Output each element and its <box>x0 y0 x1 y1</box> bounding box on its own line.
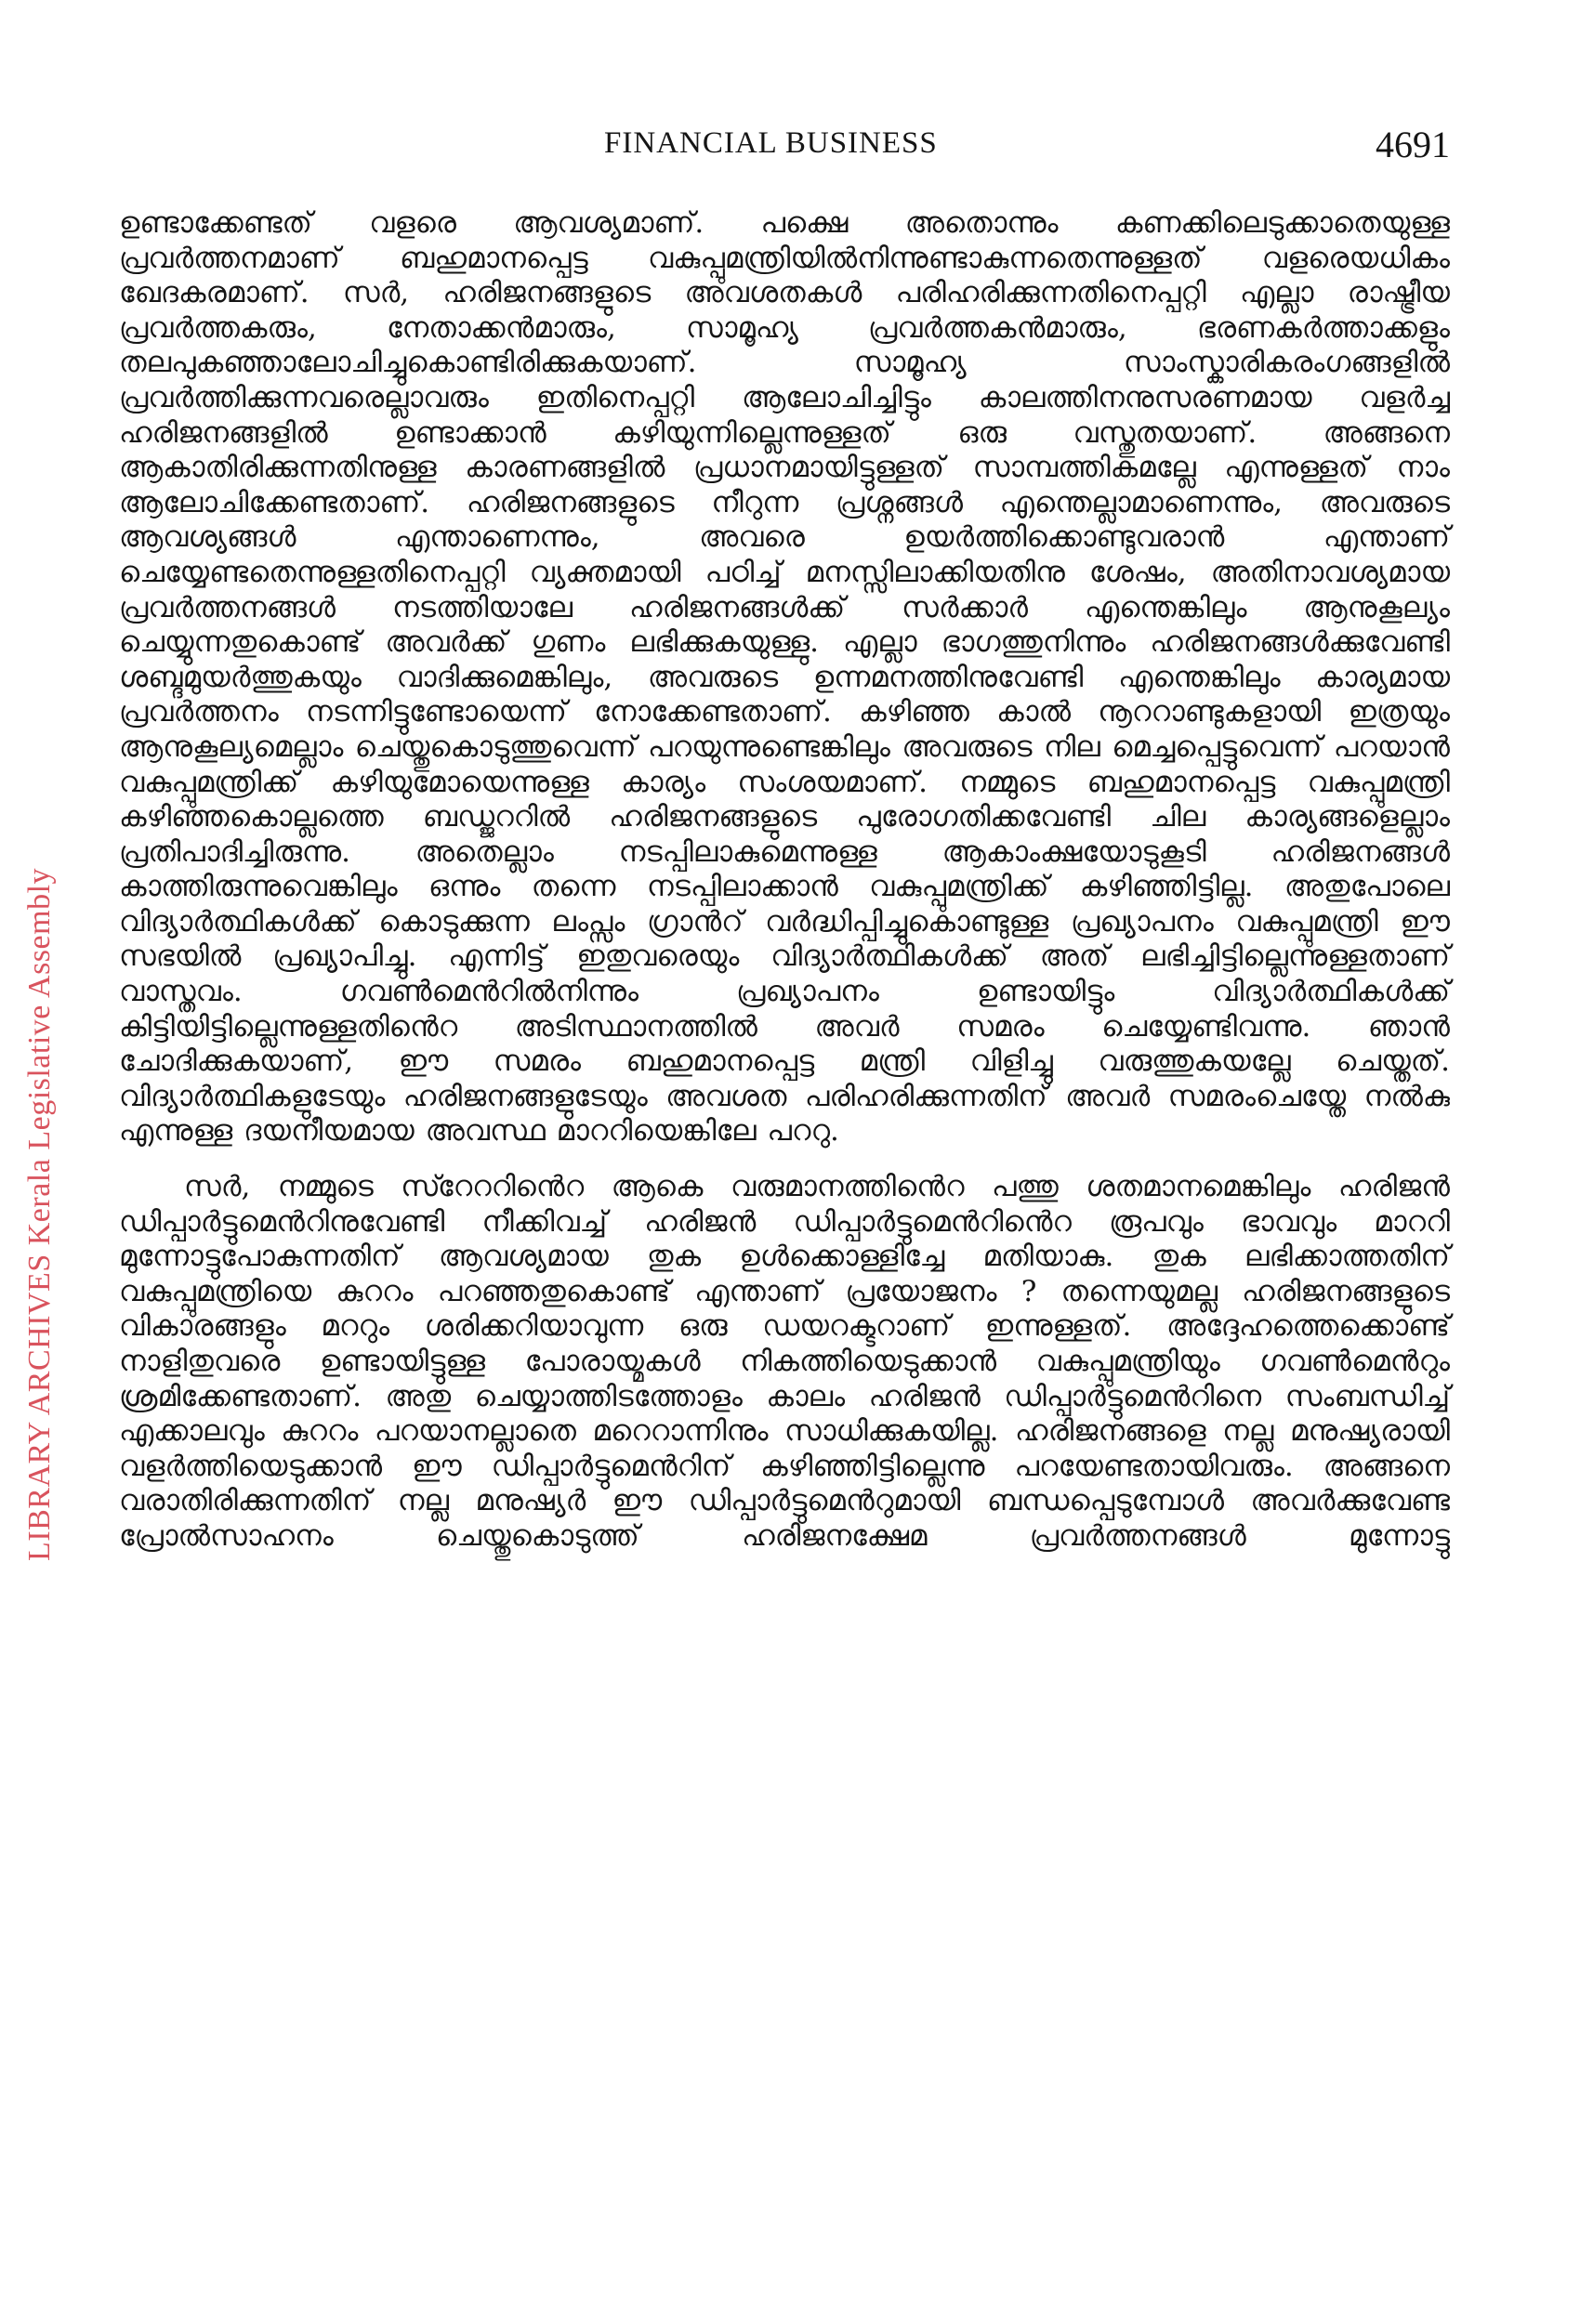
paragraph: ഉണ്ടാക്കേണ്ടത് വളരെ ആവശ്യമാണ്. പക്ഷെ അതൊന്നും കണക്കിലെടുക്കാതെയുള്ള പ്രവർത്തനമാണ് ബഹുമാനപ്പെട്ട വകുപ്പുമന്ത്രിയിൽനിന്നുണ്ടാകുന്നതെന്നുള്ളത് വളരെയധികം ഖേദകരമാണ്. സർ, ഹരിജനങ്ങളുടെ അവശതകൾ പരിഹരിക്കുന്നതിനെപ്പറ്റി എല്ലാ രാഷ്ട്രീയ പ്രവർത്തകരും, നേതാക്കൻമാരും, സാമൂഹ്യ പ്രവർത്തകൻമാരും, ഭരണകർത്താക്കളും തലപുകഞ്ഞാലോചിച്ചുകൊണ്ടിരിക്കുകയാണ്. സാമൂഹ്യ സാംസ്കാരികരംഗങ്ങളിൽ പ്രവർത്തിക്കുന്നവരെല്ലാവരും ഇതിനെപ്പറ്റി ആലോചിച്ചിട്ടും കാലത്തിനനുസരണമായ വളർച്ച ഹരിജനങ്ങളിൽ ഉണ്ടാക്കാൻ കഴിയുന്നില്ലെന്നുള്ളത് ഒരു വസ്തുതയാണ്. അങ്ങനെ ആകാതിരിക്കുന്നതിനുള്ള കാരണങ്ങളിൽ പ്രധാനമായിട്ടുള്ളത് സാമ്പത്തികമല്ലേ എന്നുള്ളത് നാം ആലോചിക്കേണ്ടതാണ്. ഹരിജനങ്ങളുടെ നീറുന്ന പ്രശ്നങ്ങൾ എന്തെല്ലാമാണെന്നും, അവരുടെ ആവശ്യങ്ങൾ എന്താണെന്നും, അവരെ ഉയർത്തിക്കൊണ്ടുവരാൻ എന്താണ് ചെയ്യേണ്ടതെന്നുള്ളതിനെപ്പറ്റി വ്യക്തമായി പഠിച്ച് മനസ്സിലാക്കിയതിനു ശേഷം, അതിനാവശ്യമായ പ്രവർത്തനങ്ങൾ നടത്തിയാലേ ഹരിജനങ്ങൾക്ക് സർക്കാർ എന്തെങ്കിലും ആനുകൂല്യം ചെയ്യുന്നതുകൊണ്ട് അവർക്ക് ഗുണം ലഭിക്കുകയുള്ളു. എല്ലാ ഭാഗത്തുനിന്നും ഹരിജനങ്ങൾക്കുവേണ്ടി ശബ്ദമുയർത്തുകയും വാദിക്കുമെങ്കിലും, അവരുടെ ഉന്നമനത്തിനുവേണ്ടി എന്തെങ്കിലും കാര്യമായ പ്രവർത്തനം നടന്നിട്ടുണ്ടോയെന്ന് നോക്കേണ്ടതാണ്. കഴിഞ്ഞ കാൽ നൂററാണ്ടുകളായി ഇത്രയും ആനുകൂല്യമെല്ലാം ചെയ്തുകൊടുത്തുവെന്ന് പറയുന്നുണ്ടെങ്കിലും അവരുടെ നില മെച്ചപ്പെട്ടുവെന്ന് പറയാൻ വകുപ്പുമന്ത്രിക്ക് കഴിയുമോയെന്നുള്ള കാര്യം സംശയമാണ്. നമ്മുടെ ബഹുമാനപ്പെട്ട വകുപ്പുമന്ത്രി കഴിഞ്ഞകൊല്ലത്തെ ബഡ്ജററിൽ ഹരിജനങ്ങളുടെ പുരോഗതിക്കവേണ്ടി ചില കാര്യങ്ങളെല്ലാം പ്രതിപാദിച്ചിരുന്നു. അതെല്ലാം നടപ്പിലാകുമെന്നുള്ള ആകാംക്ഷയോടുകൂടി ഹരിജനങ്ങൾ കാത്തിരുന്നുവെങ്കിലും ഒന്നും തന്നെ നടപ്പിലാക്കാൻ വകുപ്പുമന്ത്രിക്ക് കഴിഞ്ഞിട്ടില്ല. അതുപോലെ വിദ്യാർത്ഥികൾക്ക് കൊടുക്കുന്ന ലംപ്സം ഗ്രാൻറ് വർദ്ധിപ്പിച്ചുകൊണ്ടുള്ള പ്രഖ്യാപനം വകുപ്പുമന്ത്രി ഈ സഭയിൽ പ്രഖ്യാപിച്ചു. എന്നിട്ട് ഇതുവരെയും വിദ്യാർത്ഥികൾക്ക് അത് ലഭിച്ചിട്ടില്ലെന്നുള്ളതാണ് വാസ്തവം. ഗവൺമെൻറിൽനിന്നും പ്രഖ്യാപനം ഉണ്ടായിട്ടും വിദ്യാർത്ഥികൾക്ക് കിട്ടിയിട്ടില്ലെന്നുള്ളതിൻെറ അടിസ്ഥാനത്തിൽ അവർ സമരം ചെയ്യേണ്ടിവന്നു. ഞാൻ ചോദിക്കുകയാണ്, ഈ സമരം ബഹുമാനപ്പെട്ട മന്ത്രി വിളിച്ചു വരുത്തുകയല്ലേ ചെയ്തത്. വിദ്യാർത്ഥികളുടേയും ഹരിജനങ്ങളുടേയും അവശത പരിഹരിക്കുന്നതിന് അവർ സമരംചെയ്തേ നൽകു എന്നുള്ള ദയനീയമായ അവസ്ഥ മാററിയെങ്കിലേ പററു. <box>119 206 1450 1149</box>
running-head: FINANCIAL BUSINESS <box>604 126 938 160</box>
page-header <box>0 123 1580 169</box>
paragraph: സർ, നമ്മുടെ സ്റേററിൻെറ ആകെ വരുമാനത്തിൻെറ പത്തു ശതമാനമെങ്കിലും ഹരിജൻ ഡിപ്പാർട്ടുമെൻറിനുവേണ്ടി നീക്കിവച്ച് ഹരിജൻ ഡിപ്പാർട്ടുമെൻറിൻെറ രൂപവും ഭാവവും മാററി മുന്നോട്ടുപോകുന്നതിന് ആവശ്യമായ തുക ഉൾക്കൊള്ളിച്ചേ മതിയാകു. തുക ലഭിക്കാത്തതിന് വകുപ്പുമന്ത്രിയെ കുററം പറഞ്ഞതുകൊണ്ട് എന്താണ് പ്രയോജനം ? തന്നെയുമല്ല ഹരിജനങ്ങളുടെ വികാരങ്ങളും മററും ശരിക്കറിയാവുന്ന ഒരു ഡയറക്ടറാണ് ഇന്നുള്ളത്. അദ്ദേഹത്തെക്കൊണ്ട് നാളിതുവരെ ഉണ്ടായിട്ടുള്ള പോരായ്മകൾ നികത്തിയെടുക്കാൻ വകുപ്പുമന്ത്രിയും ഗവൺമെൻറും ശ്രമിക്കേണ്ടതാണ്. അതു ചെയ്യാത്തിടത്തോളം കാലം ഹരിജൻ ഡിപ്പാർട്ടുമെൻറിനെ സംബന്ധിച്ച് എക്കാലവും കുററം പറയാനല്ലാതെ മറെറാന്നിനും സാധിക്കുകയില്ല. ഹരിജനങ്ങളെ നല്ല മനുഷ്യരായി വളർത്തിയെടുക്കാൻ ഈ ഡിപ്പാർട്ടുമെൻറിന് കഴിഞ്ഞിട്ടില്ലെന്നു പറയേണ്ടതായിവരും. അങ്ങനെ വരാതിരിക്കുന്നതിന് നല്ല മനുഷ്യർ ഈ ഡിപ്പാർട്ടുമെൻറുമായി ബന്ധപ്പെടുമ്പോൾ അവർക്കുവേണ്ട പ്രോൽസാഹനം ചെയ്തുകൊടുത്ത് ഹരിജനക്ഷേമ പ്രവർത്തനങ്ങൾ മുന്നോട്ടു <box>119 1170 1450 1553</box>
archive-watermark: LIBRARY ARCHIVES Kerala Legislative Assembly <box>22 867 57 1561</box>
body-text <box>119 206 1450 1555</box>
page-number: 4691 <box>1376 124 1450 165</box>
